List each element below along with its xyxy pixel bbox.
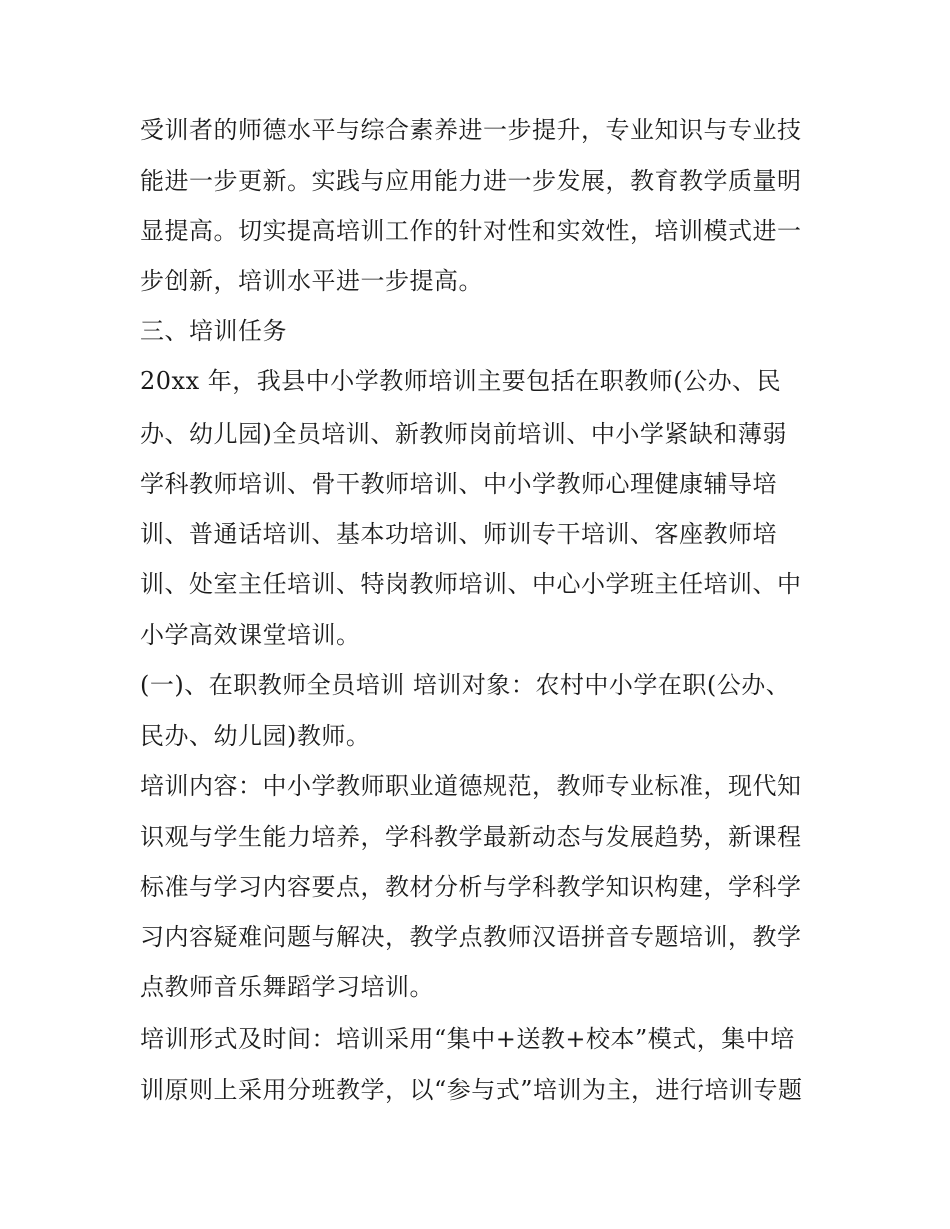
text-line: 培训内容：中小学教师职业道德规范，教师专业标准，现代知 [140, 772, 802, 800]
text-line: 培训形式及时间：培训采用“集中+送教+校本”模式，集中培 [140, 1025, 795, 1053]
text-line: 训、普通话培训、基本功培训、师训专干培训、客座教师培 [140, 520, 777, 548]
text-line: 识观与学生能力培养，学科教学最新动态与发展趋势，新课程 [140, 823, 802, 851]
subsection-heading: (一)、在职教师全员培训 培训对象：农村中小学在职(公办、 [140, 671, 791, 699]
text-line: 习内容疑难问题与解决，教学点教师汉语拼音专题培训，教学 [140, 923, 802, 951]
text-line: 受训者的师德水平与综合素养进一步提升，专业知识与专业技 [140, 116, 802, 144]
text-line: 训、处室主任培训、特岗教师培训、中心小学班主任培训、中 [140, 570, 802, 598]
text-line: 学科教师培训、骨干教师培训、中小学教师心理健康辅导培 [140, 470, 777, 498]
text-line: 能进一步更新。实践与应用能力进一步发展，教育教学质量明 [140, 167, 802, 195]
text-line: 办、幼儿园)全员培训、新教师岗前培训、中小学紧缺和薄弱 [140, 420, 787, 448]
text-line: 标准与学习内容要点，教材分析与学科教学知识构建，学科学 [140, 873, 802, 901]
text-line: 步创新，培训水平进一步提高。 [140, 267, 483, 295]
text-line: 点教师音乐舞蹈学习培训。 [140, 973, 434, 1001]
text-line: 民办、幼儿园)教师。 [140, 722, 371, 750]
text-line: 20xx 年，我县中小学教师培训主要包括在职教师(公办、民 [140, 367, 782, 395]
section-heading: 三、培训任务 [140, 317, 287, 345]
text-line: 显提高。切实提高培训工作的针对性和实效性，培训模式进一 [140, 217, 802, 245]
text-line: 训原则上采用分班教学，以“参与式”培训为主，进行培训专题 [140, 1076, 803, 1104]
text-line: 小学高效课堂培训。 [140, 621, 361, 649]
